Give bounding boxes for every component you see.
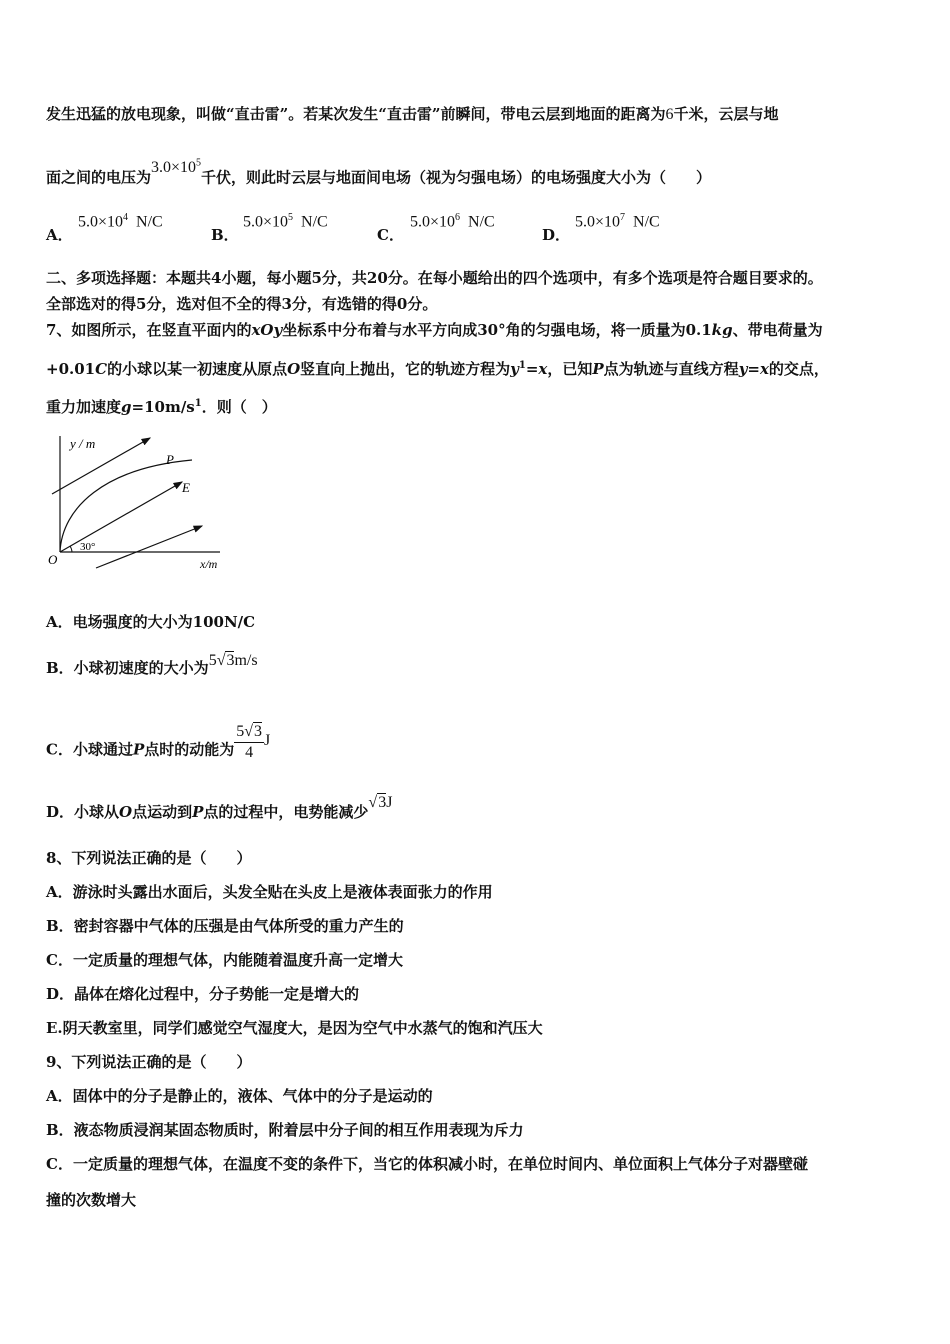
q9-stem: 9、下列说法正确的是（ ） — [46, 1053, 252, 1071]
q6-option-a-value: $5.0\times 10^4$ N/C — [78, 212, 163, 231]
y-axis-label: y / m — [70, 436, 96, 451]
q9-option-a[interactable]: A．固体中的分子是静止的，液体、气体中的分子是运动的 — [46, 1087, 433, 1105]
q9-option-c[interactable]: C．一定质量的理想气体，在温度不变的条件下，当它的体积减小时，在单位时间内、单位面积上气体分子对器壁碰 — [46, 1155, 808, 1173]
q6-option-a[interactable]: A． — [46, 226, 73, 244]
origin-label: O — [48, 552, 58, 567]
q6-option-b[interactable]: B． — [211, 226, 239, 244]
q7-line-1: 7、如图所示，在竖直平面内的xOy坐标系中分布着与水平方向成30°角的匀强电场，将一质量为0.1kg、带电荷量为 — [46, 321, 823, 339]
q6-distance: 6 — [665, 106, 674, 123]
q7-option-d[interactable]: D．小球从O点运动到P点的过程中，电势能减少√3J — [46, 794, 393, 821]
q7-option-b[interactable]: B．小球初速度的大小为5√3m/s — [46, 652, 258, 677]
q8-option-a[interactable]: A．游泳时头露出水面后，头发全贴在头皮上是液体表面张力的作用 — [46, 883, 493, 901]
q6-text: 千米，云层与地 — [673, 105, 779, 123]
field-line-top — [52, 438, 150, 494]
angle-label: 30° — [80, 541, 96, 553]
x-axis-label: x/m — [200, 557, 218, 571]
q7-line-3: 重力加速度$g=10m/s^1$．则（ ） — [46, 398, 277, 416]
q8-option-b[interactable]: B．密封容器中气体的压强是由气体所受的重力产生的 — [46, 917, 404, 935]
q6-option-c-value: $5.0\times 10^6$ N/C — [410, 212, 495, 231]
q8-option-e[interactable]: E.阴天教室里，同学们感觉空气湿度大，是因为空气中水蒸气的饱和汽压大 — [46, 1019, 543, 1037]
q8-option-d[interactable]: D．晶体在熔化过程中，分子势能一定是增大的 — [46, 985, 360, 1003]
fraction: $\frac{5√3}{4}$ — [236, 723, 263, 761]
q9-option-b[interactable]: B．液态物质浸润某固态物质时，附着层中分子间的相互作用表现为斥力 — [46, 1121, 524, 1139]
field-line-bottom — [96, 526, 202, 568]
q6-option-b-value: $5.0\times 10^5$ N/C — [243, 212, 328, 231]
q8-stem: 8、下列说法正确的是（ ） — [46, 849, 252, 867]
field-e-label: E — [182, 480, 190, 495]
angle-arc — [70, 546, 72, 552]
q7-figure — [44, 428, 234, 578]
q6-voltage: $3.0\times 10^5$ — [151, 158, 202, 177]
section2-heading-2: 全部选对的得5分，选对但不全的得3分，有选错的得0分。 — [46, 295, 438, 313]
point-p-label: P — [166, 452, 174, 467]
q6-option-c[interactable]: C． — [377, 226, 404, 244]
section2-heading-1: 二、多项选择题：本题共4小题，每小题5分，共20分。在每小题给出的四个选项中，有多个选项是符合题目要求的。 — [46, 269, 823, 287]
q6-text: 千伏，则此时云层与地面间电场（视为匀强电场）的电场强度大小为（ ） — [201, 168, 712, 187]
q9-option-c-cont: 撞的次数增大 — [46, 1191, 137, 1209]
q7-line-2: +0.01C的小球以某一初速度从原点O竖直向上抛出，它的轨迹方程为$y^1=x$，已知P点为轨迹与直线方程y=x的交点， — [46, 360, 829, 378]
q6-line-2 — [46, 158, 712, 188]
q7-option-a[interactable]: A．电场强度的大小为100N/C — [46, 613, 256, 631]
q6-line-1 — [46, 104, 779, 125]
q8-option-c[interactable]: C．一定质量的理想气体，内能随着温度升高一定增大 — [46, 951, 403, 969]
q7-option-c[interactable]: C．小球通过P点时的动能为 $\frac{5√3}{4}$ J — [46, 723, 271, 761]
q6-option-d-value: $5.0\times 10^7$ N/C — [575, 212, 660, 231]
q6-text: 面之间的电压为 — [46, 168, 152, 187]
q6-text: 发生迅猛的放电现象，叫做“直击雷”。若某次发生“直击雷”前瞬间，带电云层到地面的距离为 — [46, 105, 666, 123]
q6-option-d[interactable]: D． — [542, 226, 571, 244]
